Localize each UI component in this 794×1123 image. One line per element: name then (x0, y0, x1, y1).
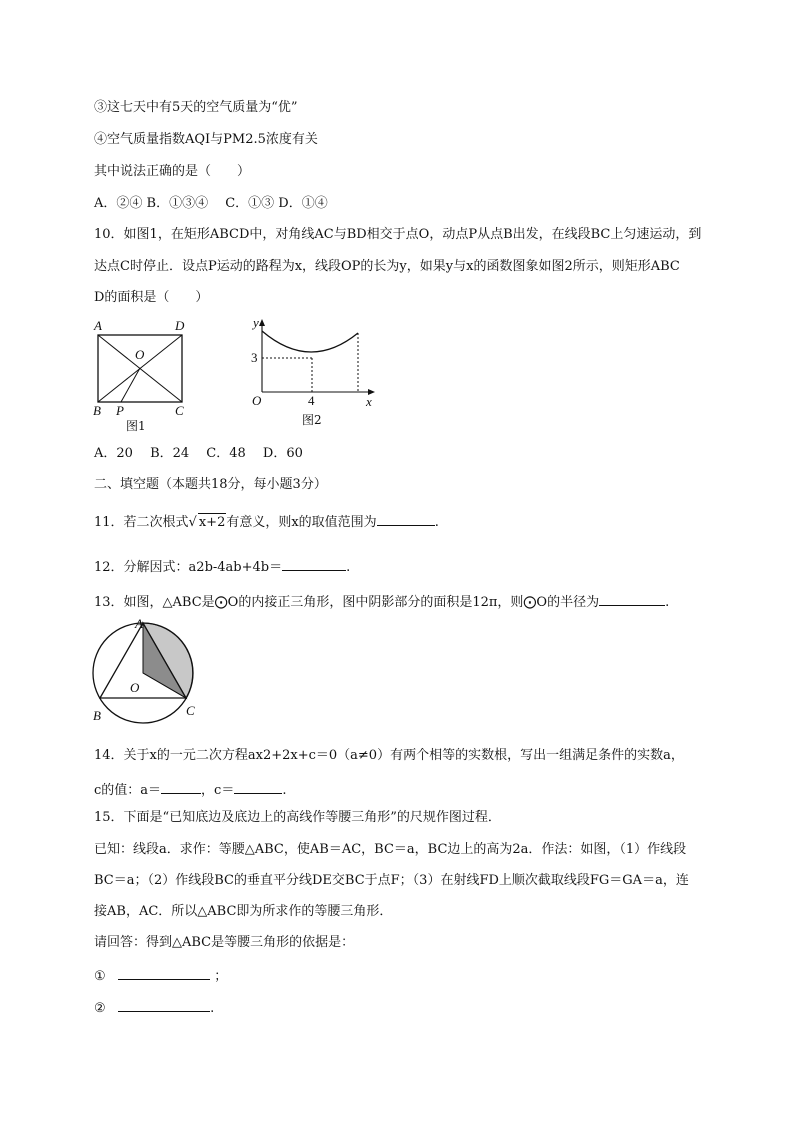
fig2-label-x: x (366, 394, 372, 409)
q14-text-line-1: 14．关于x的一元二次方程ax2+2x+c＝0（a≠0）有两个相等的实数根，写出一组满足条件的实数a， (94, 748, 684, 763)
q14-a-blank[interactable] (161, 779, 201, 794)
q10-figure-2-graph (248, 314, 383, 432)
q13-line (94, 591, 669, 612)
q13-text: 13．如图，△ABC是⨀O的内接正三角形，图中阴影部分的面积是12π，则⨀O的半径为 (94, 595, 600, 610)
q13-label-c: C (186, 703, 195, 718)
q11-suffix: 有意义，则x的取值范围为 (226, 515, 377, 530)
q11-prefix: 11．若二次根式 (94, 515, 189, 530)
q13-label-o: O (130, 680, 140, 695)
q14-line-2 (94, 779, 286, 800)
q9-choices: A．②④ B．①③④ C．①③ D．①④ (94, 196, 328, 211)
q15-item-1-marker: ① (94, 969, 106, 984)
q15-text-line-5: 请回答：得到△ABC是等腰三角形的依据是： (94, 935, 355, 950)
q13-label-a: A (135, 616, 143, 631)
q9-option-3: ③这七天中有5天的空气质量为“优” (94, 100, 298, 115)
fig1-label-p: P (116, 403, 124, 418)
fig1-label-a: A (94, 318, 102, 333)
fig2-label-3: 3 (251, 350, 258, 365)
q10-choices: A．20 B．24 C．48 D．60 (94, 446, 303, 461)
section-2-title: 二、填空题（本题共18分，每小题3分） (94, 477, 327, 492)
q12-end: . (346, 560, 351, 575)
fig2-caption: 图2 (302, 413, 322, 427)
q14-c-label: ，c＝ (201, 783, 235, 798)
q12-prefix: 12．分解因式：a2b-4ab+4b＝ (94, 560, 283, 575)
q13-label-b: B (93, 708, 101, 723)
fig2-label-o: O (252, 393, 262, 408)
q14-c-blank[interactable] (234, 779, 282, 794)
fig1-label-b: B (93, 403, 101, 418)
q15-text-line-4: 接AB，AC．所以△ABC即为所求作的等腰三角形． (94, 904, 393, 919)
q15-text-line-2: 已知：线段a．求作：等腰△ABC，使AB＝AC，BC＝a，BC边上的高为2a．作法：如图，（1）作线段 (94, 842, 687, 857)
q13-figure-circle (88, 614, 203, 726)
q15-item-1-end: ； (214, 969, 228, 984)
q14-end: . (282, 783, 287, 798)
q12-line (94, 556, 350, 577)
q15-answer-1 (94, 965, 227, 986)
q11-line (94, 511, 439, 532)
q15-text-line-3: BC＝a；（2）作线段BC的垂直平分线DE交BC于点F；（3）在射线FD上顺次截取线段FG＝GA＝a，连 (94, 873, 689, 888)
q11-answer-blank[interactable] (377, 511, 435, 526)
q10-text-line-3: D的面积是（ ） (94, 290, 209, 305)
q9-option-4: ④空气质量指数AQI与PM2.5浓度有关 (94, 132, 318, 147)
q10-figure-1-rectangle (88, 314, 198, 432)
fig1-caption: 图1 (126, 419, 146, 432)
q11-radicand: x+2 (198, 515, 226, 530)
q10-text-line-2: 达点C时停止．设点P运动的路程为x，线段OP的长为y，如果y与x的函数图象如图2所示，则矩形ABC (94, 259, 680, 274)
fig1-label-d: D (175, 318, 185, 333)
q11-end: . (434, 515, 439, 530)
q15-text-line-1: 15．下面是“已知底边及底边上的高线作等腰三角形”的尺规作图过程． (94, 810, 501, 825)
fig1-label-o: O (135, 347, 145, 362)
q15-blank-1[interactable] (118, 965, 210, 980)
sqrt-symbol: √ x+2 (188, 515, 226, 530)
fig2-label-y: y (253, 315, 259, 330)
q10-text-line-1: 10．如图1，在矩形ABCD中，对角线AC与BD相交于点O，动点P从点B出发，在线段BC上匀速运动，到 (94, 227, 702, 242)
q15-answer-2 (94, 997, 214, 1018)
q15-item-2-marker: ② (94, 1001, 106, 1016)
fig2-label-4: 4 (308, 393, 315, 408)
q15-blank-2[interactable] (118, 997, 210, 1012)
q13-answer-blank[interactable] (599, 591, 665, 606)
q15-item-2-end: . (210, 1001, 215, 1016)
fig1-label-c: C (175, 403, 184, 418)
q9-prompt: 其中说法正确的是（ ） (94, 164, 251, 179)
q12-answer-blank[interactable] (282, 556, 346, 571)
q14-a-label: c的值：a＝ (94, 783, 162, 798)
q13-end: . (665, 595, 670, 610)
